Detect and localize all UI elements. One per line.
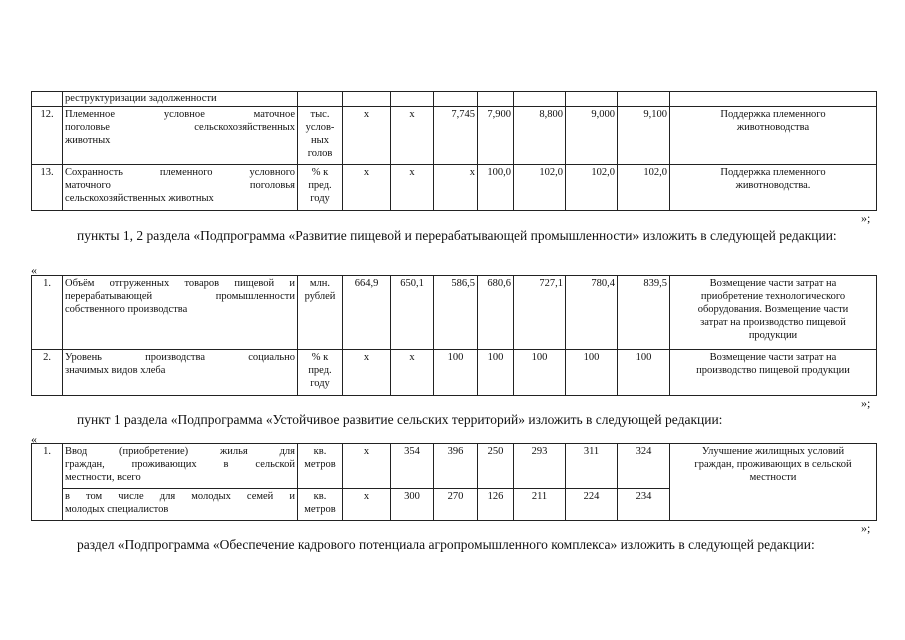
table-cell-unit: млн. рублей	[298, 276, 343, 350]
table-cell-value: 9,100	[618, 107, 670, 165]
table-cell-unit: кв. метров	[298, 489, 343, 521]
table-cell-value: х	[343, 489, 391, 521]
table-cell-value: 780,4	[566, 276, 618, 350]
table-row	[32, 107, 877, 165]
table-cell-value: 100	[434, 350, 478, 396]
opening-quote-mark: «	[31, 432, 37, 446]
table-cell-unit: % к пред. году	[298, 350, 343, 396]
table-cell-num: 12.	[32, 107, 63, 165]
table-cell-value: 839,5	[618, 276, 670, 350]
table-cell-value: 102,0	[618, 165, 670, 211]
opening-quote-mark: «	[31, 263, 37, 277]
table-cell-value: 100	[618, 350, 670, 396]
table-cell-value: х	[343, 444, 391, 489]
table-cell-value: 224	[566, 489, 618, 521]
table-cell-value: 650,1	[391, 276, 434, 350]
paragraph-agro-personnel: раздел «Подпрограмма «Обеспечение кадрового потенциала агропромышленного комплекса» изложить в следующей редакции:	[77, 537, 815, 552]
table-rural-housing	[31, 443, 877, 521]
table-cell-value: 8,800	[514, 107, 566, 165]
table-cell-name: Ввод (приобретение) жилья для граждан, проживающих в сельской местности, всего	[63, 444, 298, 489]
table-row	[32, 276, 877, 350]
table-cell-value: 211	[514, 489, 566, 521]
table-cell-value: 126	[478, 489, 514, 521]
table-cell-unit: тыс. услов- ных голов	[298, 107, 343, 165]
closing-quote-mark: »;	[861, 211, 871, 225]
table-cell-value: 9,000	[566, 107, 618, 165]
paragraph-food-industry: пункты 1, 2 раздела «Подпрограмма «Развитие пищевой и перерабатывающей промышленности» изложить в следующей редакции:	[77, 228, 837, 243]
table-cell-value: 100	[514, 350, 566, 396]
table-cell-value: 324	[618, 444, 670, 489]
table-row	[32, 444, 877, 489]
paragraph-rural-development: пункт 1 раздела «Подпрограмма «Устойчивое развитие сельских территорий» изложить в следующей редакции:	[77, 412, 723, 427]
table-cell-value: 727,1	[514, 276, 566, 350]
table-row	[32, 165, 877, 211]
table-cell-measure: Поддержка племенного животноводства	[670, 107, 877, 165]
table-cell-num: 1.	[32, 444, 63, 521]
table-cell-num: 2.	[32, 350, 63, 396]
table-row	[32, 92, 877, 107]
table-cell-unit: % к пред. году	[298, 165, 343, 211]
table-cell-value: 300	[391, 489, 434, 521]
table-cell-name: реструктуризации задолженности	[63, 92, 298, 107]
table-cell-value: 270	[434, 489, 478, 521]
table-cell-unit: кв. метров	[298, 444, 343, 489]
table-cell-value: 680,6	[478, 276, 514, 350]
table-cell-measure: Возмещение части затрат на приобретение технологического оборудования. Возмещение части затрат на производство пищевой продукции	[670, 276, 877, 350]
table-cell-name: Уровень производства социально значимых видов хлеба	[63, 350, 298, 396]
table-cell-value: 100	[566, 350, 618, 396]
table-cell-value: х	[343, 107, 391, 165]
table-cell-value: х	[343, 350, 391, 396]
table-cell-value: х	[343, 165, 391, 211]
closing-quote-mark: »;	[861, 396, 871, 410]
table-cell-name: Объём отгруженных товаров пищевой и перерабатывающей промышленности собственного производства	[63, 276, 298, 350]
table-cell-value: 293	[514, 444, 566, 489]
table-cell-value: 586,5	[434, 276, 478, 350]
table-cell-value: 7,900	[478, 107, 514, 165]
closing-quote-mark: »;	[861, 521, 871, 535]
table-cell-num: 13.	[32, 165, 63, 211]
table-cell-num: 1.	[32, 276, 63, 350]
table-cell-value: 396	[434, 444, 478, 489]
table-cell-value: 354	[391, 444, 434, 489]
table-livestock	[31, 91, 877, 211]
table-cell-measure: Возмещение части затрат на производство пищевой продукции	[670, 350, 877, 396]
table-cell-name: Сохранность племенного условного маточного поголовья сельскохозяйственных животных	[63, 165, 298, 211]
table-cell-value: 664,9	[343, 276, 391, 350]
table-cell-value: 102,0	[566, 165, 618, 211]
table-cell-value: 250	[478, 444, 514, 489]
table-food-industry	[31, 275, 877, 396]
table-cell-name: в том числе для молодых семей и молодых специалистов	[63, 489, 298, 521]
table-cell-value: 311	[566, 444, 618, 489]
table-cell-value: х	[391, 107, 434, 165]
table-cell-value: 100,0	[478, 165, 514, 211]
table-row	[32, 350, 877, 396]
table-cell-measure: Поддержка племенного животноводства.	[670, 165, 877, 211]
table-cell-value: 234	[618, 489, 670, 521]
table-cell-measure: Улучшение жилищных условий граждан, проживающих в сельской местности	[670, 444, 877, 521]
table-cell-value: 100	[478, 350, 514, 396]
table-cell-value: 7,745	[434, 107, 478, 165]
table-cell-value: х	[434, 165, 478, 211]
table-cell-value: х	[391, 350, 434, 396]
table-cell-value: 102,0	[514, 165, 566, 211]
table-cell-name: Племенное условное маточное поголовье сельскохозяйственных животных	[63, 107, 298, 165]
table-cell-value: х	[391, 165, 434, 211]
